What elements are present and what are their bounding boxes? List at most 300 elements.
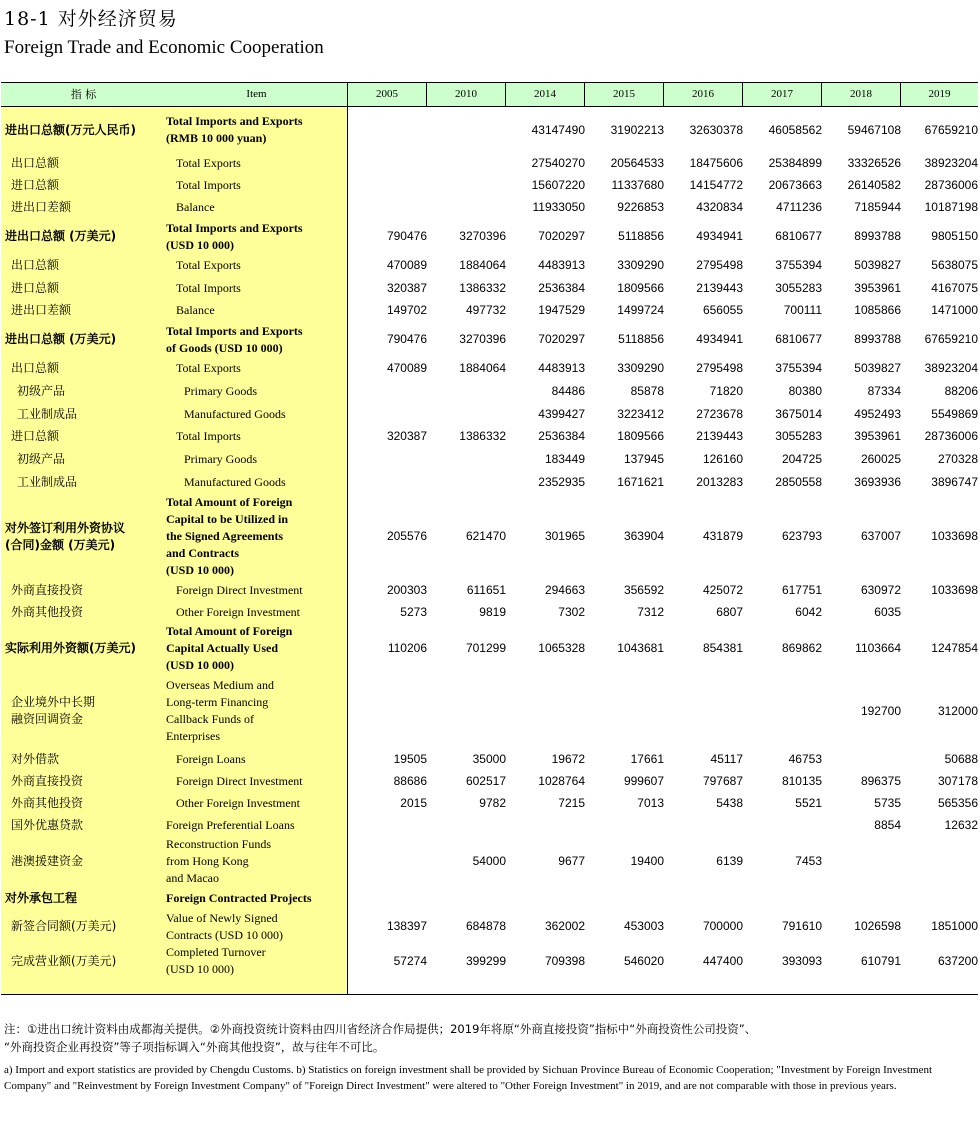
cell-value-2016: 425072 [702, 582, 743, 597]
table-row [1, 403, 978, 425]
row-label-en: Completed Turnover (USD 10 000) [166, 945, 266, 976]
cell-value-2014: 709398 [544, 953, 585, 968]
header-year: 2017 [771, 88, 793, 100]
cell-value-2005 [348, 152, 427, 174]
cell-value-2018: 3953961 [854, 280, 901, 295]
cell-value-2015 [585, 814, 664, 836]
row-label-en: Total Amount of Foreign Capital to be Utilized in the Signed Agreements and Contracts (USD 10 000) [166, 495, 293, 577]
cell-value-2015: 85878 [630, 384, 664, 398]
cell-value-2017 [743, 814, 822, 836]
cell-value-2019 [901, 836, 978, 887]
row-label-en: Manufactured Goods [184, 406, 286, 421]
cell-value-2015: 1043681 [617, 641, 664, 655]
row-label-en: Reconstruction Funds from Hong Kong and Macao [166, 837, 271, 885]
row-label-zh: 工业制成品 [17, 475, 78, 489]
cell-value-2019: 67659210 [924, 122, 978, 137]
row-label-zh: 进口总额 [11, 429, 60, 443]
cell-value-2019: 9805150 [931, 229, 978, 243]
cell-value-2018 [822, 748, 901, 770]
cell-value-2019: 312000 [937, 703, 978, 718]
cell-value-2019: 637200 [937, 953, 978, 968]
cell-value-2014: 4483913 [538, 361, 585, 375]
row-label-zh: 外商直接投资 [11, 582, 84, 597]
cell-value-2018: 4952493 [854, 406, 901, 421]
row-label-zh: 进口总额 [11, 280, 60, 295]
cell-value-2018: 637007 [860, 529, 901, 543]
cell-value-2017 [743, 674, 822, 748]
cell-value-2016: 2723678 [696, 406, 743, 421]
footnote-english: a) Import and export statistics are provided by Chengdu Customs. b) Statistics on foreign investment shall be provided by Sichuan Province Bureau of Economic Cooperation; "Investment by Foreign Investment Company" and "Reinvestment by Foreign Investment Company" of "Foreign Direct Investment" were altered to "Other Foreign Investment" in 2019, and are not comparable with those in previous years. [4, 1064, 933, 1092]
cell-value-2016: 71820 [709, 384, 743, 398]
header-year: 2010 [455, 88, 477, 100]
table-row [1, 219, 978, 254]
cell-value-2014: 7020297 [538, 229, 585, 243]
header-year: 2005 [376, 88, 398, 100]
cell-value-2017: 46753 [788, 751, 822, 766]
cell-value-2019: 10187198 [924, 200, 978, 214]
row-label-zh: 对外承包工程 [5, 890, 78, 905]
cell-value-2014: 301965 [544, 529, 585, 543]
cell-value-2016 [664, 887, 743, 909]
table-row [1, 152, 978, 174]
row-label-zh: 出口总额 [11, 361, 60, 375]
cell-value-2015: 1809566 [617, 280, 664, 295]
row-label-zh: 新签合同额(万美元) [11, 919, 117, 933]
row-label-en: Total Imports [176, 177, 241, 192]
cell-value-2019: 1033698 [931, 529, 978, 543]
cell-value-2015: 7013 [637, 795, 664, 810]
cell-value-2014: 7020297 [538, 332, 585, 346]
cell-value-2019: 67659210 [924, 332, 978, 346]
row-label-en: Foreign Direct Investment [176, 773, 303, 788]
table-row [1, 909, 978, 944]
row-label-en: Total Exports [176, 258, 241, 272]
cell-value-2016: 6807 [716, 604, 743, 619]
cell-value-2016: 431879 [702, 529, 743, 543]
cell-value-2010 [427, 448, 506, 471]
cell-value-2017: 20673663 [768, 177, 822, 192]
cell-value-2005: 320387 [386, 280, 427, 295]
cell-value-2014: 27540270 [531, 155, 585, 170]
cell-value-2019: 1033698 [931, 582, 978, 597]
row-label-en: Foreign Direct Investment [176, 582, 303, 597]
row-label-en: Total Imports and Exports of Goods (USD 10 000) [166, 323, 303, 355]
table-row [1, 357, 978, 380]
row-label-zh: 外商其他投资 [11, 604, 84, 619]
cell-value-2010: 621470 [465, 529, 506, 543]
cell-value-2018 [822, 836, 901, 887]
cell-value-2010 [427, 674, 506, 748]
cell-value-2010 [427, 152, 506, 174]
cell-value-2016: 5438 [716, 795, 743, 810]
cell-value-2014 [506, 814, 585, 836]
cell-value-2018: 3693936 [854, 475, 901, 489]
cell-value-2005: 149702 [386, 303, 427, 317]
cell-value-2015: 5118856 [618, 229, 664, 243]
cell-value-2015: 453003 [623, 919, 664, 933]
cell-value-2017: 5521 [795, 795, 822, 810]
cell-value-2005: 19505 [393, 751, 427, 766]
cell-value-2005 [348, 108, 427, 152]
cell-value-2005 [348, 196, 427, 219]
row-label-en: Manufactured Goods [184, 475, 286, 489]
cell-value-2005: 790476 [386, 229, 427, 243]
cell-value-2018: 260025 [860, 452, 901, 466]
row-label-en: Foreign Contracted Projects [166, 890, 312, 905]
cell-value-2005: 88686 [393, 773, 427, 788]
row-label-en: Total Amount of Foreign Capital Actually Used (USD 10 000) [166, 624, 293, 672]
cell-value-2016: 447400 [702, 953, 743, 968]
cell-value-2010 [427, 380, 506, 403]
row-label-zh: 进出口差额 [11, 303, 72, 317]
cell-value-2018: 8993788 [854, 332, 901, 346]
cell-value-2018: 26140582 [847, 177, 901, 192]
table-row [1, 322, 978, 357]
cell-value-2015: 3223412 [617, 406, 664, 421]
cell-value-2005 [348, 380, 427, 403]
cell-value-2010: 1884064 [459, 258, 506, 272]
table-row [1, 174, 978, 196]
cell-value-2017: 80380 [788, 384, 822, 398]
cell-value-2014: 11933050 [532, 200, 585, 214]
cell-value-2005 [348, 814, 427, 836]
cell-value-2016: 6139 [716, 854, 743, 868]
cell-value-2017: 6810677 [775, 332, 822, 346]
cell-value-2019: 5638075 [931, 258, 978, 272]
cell-value-2014: 7302 [558, 604, 585, 619]
cell-value-2018: 59467108 [847, 122, 901, 137]
table-row [1, 814, 978, 836]
cell-value-2010: 602517 [465, 773, 506, 788]
cell-value-2014: 1065328 [538, 641, 585, 655]
cell-value-2015: 19400 [630, 854, 664, 868]
cell-value-2018: 3953961 [854, 429, 901, 443]
cell-value-2014: 1947529 [538, 303, 585, 317]
cell-value-2017 [743, 887, 822, 909]
cell-value-2015: 1809566 [617, 429, 664, 443]
footnote-chinese: 注：①进出口统计资料由成都海关提供。②外商投资统计资料由四川省经济合作局提供；2019年将原“外商直接投资”指标中“外商投资性公司投资”、 “外商投资企业再投资”等子项指标调入“外商其他投资”，故与往年不可比。 [4, 1022, 757, 1054]
cell-value-2018: 8854 [874, 817, 901, 832]
cell-value-2017: 204725 [781, 452, 822, 466]
cell-value-2017: 3755394 [775, 361, 822, 375]
cell-value-2010 [427, 196, 506, 219]
cell-value-2015: 7312 [637, 604, 664, 619]
cell-value-2010: 684878 [465, 919, 506, 933]
cell-value-2010: 497732 [465, 303, 506, 317]
cell-value-2005 [348, 174, 427, 196]
cell-value-2005 [348, 448, 427, 471]
cell-value-2016: 797687 [702, 773, 743, 788]
page-title-english: Foreign Trade and Economic Cooperation [4, 37, 324, 58]
statistics-table [1, 82, 978, 995]
cell-value-2017: 3755394 [775, 258, 822, 272]
cell-value-2005: 2015 [400, 795, 427, 810]
cell-value-2017: 623793 [781, 529, 822, 543]
cell-value-2017: 7453 [795, 854, 822, 868]
row-label-en: Total Imports [176, 280, 241, 295]
cell-value-2010: 9782 [479, 795, 506, 810]
cell-value-2014: 84486 [551, 384, 585, 398]
row-label-zh: 外商其他投资 [11, 795, 84, 810]
table-body [1, 108, 978, 978]
table-bottom-rule [1, 994, 978, 995]
cell-value-2019: 1851000 [931, 919, 978, 933]
cell-value-2014: 43147490 [531, 122, 585, 137]
row-label-en: Primary Goods [184, 452, 257, 466]
cell-value-2010: 9819 [479, 604, 506, 619]
cell-value-2014: 294663 [544, 582, 585, 597]
cell-value-2018 [822, 887, 901, 909]
cell-value-2005: 470089 [386, 258, 427, 272]
cell-value-2016: 2139443 [696, 280, 743, 295]
cell-value-2016 [664, 814, 743, 836]
table-row [1, 836, 978, 887]
cell-value-2019: 38923204 [924, 155, 978, 170]
cell-value-2015: 546020 [623, 953, 664, 968]
cell-value-2015: 11337680 [611, 177, 664, 192]
cell-value-2016: 45117 [710, 751, 743, 766]
cell-value-2017: 6810677 [775, 229, 822, 243]
cell-value-2018: 192700 [860, 703, 901, 718]
cell-value-2018: 7185944 [854, 200, 901, 214]
page-title-chinese: 18-1 对外经济贸易 [4, 8, 178, 30]
cell-value-2005: 110206 [387, 641, 427, 655]
cell-value-2016: 2795498 [696, 361, 743, 375]
cell-value-2019 [901, 887, 978, 909]
header-year: 2016 [692, 88, 714, 100]
table-header [1, 82, 978, 107]
cell-value-2019: 307178 [937, 773, 978, 788]
cell-value-2014: 2352935 [538, 475, 585, 489]
table-row [1, 944, 978, 978]
cell-value-2018: 1085866 [854, 303, 901, 317]
cell-value-2017: 6042 [795, 604, 822, 619]
cell-value-2015: 3309290 [617, 361, 664, 375]
cell-value-2017: 700111 [783, 303, 822, 317]
cell-value-2018: 630972 [860, 582, 901, 597]
table-row [1, 425, 978, 448]
table-row [1, 887, 978, 909]
table-row [1, 494, 978, 579]
cell-value-2005: 205576 [386, 529, 427, 543]
cell-value-2016: 126160 [702, 452, 743, 466]
cell-value-2019: 28736006 [924, 429, 978, 443]
table-row [1, 623, 978, 674]
cell-value-2014: 183449 [544, 452, 585, 466]
cell-value-2016: 2013283 [696, 475, 743, 489]
cell-value-2005 [348, 836, 427, 887]
cell-value-2005: 57274 [393, 953, 427, 968]
cell-value-2019: 50688 [944, 751, 978, 766]
cell-value-2010 [427, 174, 506, 196]
cell-value-2018: 6035 [874, 604, 901, 619]
cell-value-2017: 3055283 [775, 429, 822, 443]
cell-value-2010: 35000 [472, 751, 506, 766]
cell-value-2010: 1884064 [459, 361, 506, 375]
table-row [1, 196, 978, 219]
cell-value-2015: 20564533 [610, 155, 664, 170]
cell-value-2016: 2139443 [696, 429, 743, 443]
cell-value-2018: 896375 [860, 773, 901, 788]
cell-value-2015: 356592 [623, 582, 664, 597]
cell-value-2015: 1671621 [617, 475, 664, 489]
cell-value-2014 [506, 674, 585, 748]
row-label-zh: 工业制成品 [17, 406, 78, 421]
cell-value-2010 [427, 403, 506, 425]
row-label-zh: 港澳援建资金 [11, 854, 84, 868]
cell-value-2017: 3055283 [775, 280, 822, 295]
row-label-zh: 进口总额 [11, 177, 60, 192]
cell-value-2019: 1247854 [931, 641, 978, 655]
header-item-en: Item [246, 88, 267, 100]
cell-value-2018: 5039827 [854, 361, 901, 375]
cell-value-2010: 3270396 [459, 332, 506, 346]
row-label-en: Foreign Preferential Loans [166, 817, 295, 832]
cell-value-2019: 28736006 [924, 177, 978, 192]
row-label-zh: 出口总额 [11, 258, 60, 272]
row-label-zh: 完成营业额(万美元) [11, 953, 117, 968]
row-label-zh: 国外优惠贷款 [11, 817, 84, 832]
cell-value-2016: 700000 [702, 919, 743, 933]
cell-value-2015: 31902213 [610, 122, 664, 137]
cell-value-2015: 9226853 [617, 200, 664, 214]
cell-value-2019: 38923204 [924, 361, 978, 375]
cell-value-2015: 17661 [630, 751, 664, 766]
cell-value-2010: 399299 [465, 953, 506, 968]
cell-value-2017: 46058562 [768, 122, 822, 137]
cell-value-2016: 4934941 [696, 332, 743, 346]
table-row [1, 579, 978, 601]
row-label-en: Total Imports and Exports (USD 10 000) [166, 220, 303, 252]
row-label-zh: 实际利用外资额(万美元) [5, 641, 136, 655]
cell-value-2019: 5549869 [931, 406, 978, 421]
cell-value-2016: 4934941 [696, 229, 743, 243]
cell-value-2014: 2536384 [538, 280, 585, 295]
row-label-zh: 对外借款 [11, 751, 60, 766]
table-row [1, 448, 978, 471]
cell-value-2016 [664, 674, 743, 748]
cell-value-2010: 1386332 [459, 280, 506, 295]
cell-value-2018: 1103664 [855, 641, 901, 655]
cell-value-2016: 32630378 [689, 122, 743, 137]
cell-value-2017: 4711236 [776, 200, 822, 214]
row-label-zh: 初级产品 [17, 384, 66, 398]
cell-value-2014: 19672 [551, 751, 585, 766]
row-label-zh: 对外签订利用外资协议 (合同)金额 (万美元) [5, 520, 126, 552]
cell-value-2005: 470089 [386, 361, 427, 375]
cell-value-2010: 701299 [465, 641, 506, 655]
table-row [1, 299, 978, 322]
cell-value-2014: 4483913 [538, 258, 585, 272]
cell-value-2017: 393093 [781, 953, 822, 968]
cell-value-2014: 362002 [544, 919, 585, 933]
cell-value-2010 [427, 471, 506, 494]
cell-value-2014: 9677 [558, 854, 585, 868]
cell-value-2014: 15607220 [531, 177, 585, 192]
cell-value-2018: 5735 [874, 795, 901, 810]
row-label-en: Overseas Medium and Long-term Financing Callback Funds of Enterprises [166, 678, 274, 743]
cell-value-2010: 611651 [466, 582, 506, 597]
cell-value-2019: 3896747 [931, 475, 978, 489]
cell-value-2005: 790476 [386, 332, 427, 346]
cell-value-2016: 656055 [702, 303, 743, 317]
cell-value-2014: 2536384 [538, 429, 585, 443]
table-row [1, 108, 978, 152]
cell-value-2005: 200303 [386, 582, 427, 597]
cell-value-2005 [348, 471, 427, 494]
cell-value-2015: 363904 [623, 529, 664, 543]
cell-value-2019: 270328 [937, 452, 978, 466]
cell-value-2015: 999607 [623, 773, 664, 788]
cell-value-2010 [427, 814, 506, 836]
row-label-zh: 出口总额 [11, 155, 60, 170]
cell-value-2015 [585, 674, 664, 748]
cell-value-2019 [901, 601, 978, 623]
row-label-en: Total Exports [176, 155, 241, 170]
cell-value-2005 [348, 674, 427, 748]
cell-value-2005: 5273 [400, 604, 427, 619]
cell-value-2005: 320387 [386, 429, 427, 443]
cell-value-2017: 25384899 [768, 155, 822, 170]
cell-value-2017: 810135 [781, 773, 822, 788]
table-row [1, 748, 978, 770]
cell-value-2018: 33326526 [847, 155, 901, 170]
cell-value-2017: 3675014 [775, 406, 822, 421]
cell-value-2017: 791610 [781, 919, 822, 933]
cell-value-2015: 5118856 [618, 332, 664, 346]
cell-value-2005 [348, 403, 427, 425]
row-label-en: Balance [176, 200, 215, 214]
row-label-en: Total Exports [176, 361, 241, 375]
row-label-zh: 进出口总额(万元人民币) [5, 122, 136, 137]
cell-value-2015: 1499724 [617, 303, 664, 317]
header-year: 2018 [850, 88, 872, 100]
cell-value-2018: 610791 [860, 953, 901, 968]
row-label-zh: 企业境外中长期 融资回调资金 [11, 695, 96, 726]
cell-value-2014: 7215 [558, 795, 585, 810]
table-row [1, 601, 978, 623]
cell-value-2018: 8993788 [854, 229, 901, 243]
cell-value-2005: 138397 [386, 919, 427, 933]
row-label-zh: 初级产品 [17, 452, 66, 466]
row-label-en: Total Imports and Exports (RMB 10 000 yuan) [166, 114, 303, 145]
table-row [1, 277, 978, 299]
table-row [1, 770, 978, 792]
header-year: 2019 [928, 88, 951, 100]
cell-value-2005 [348, 887, 427, 909]
cell-value-2019: 12632 [944, 817, 978, 832]
cell-value-2010 [427, 887, 506, 909]
table-row [1, 471, 978, 494]
cell-value-2019: 4167075 [931, 280, 978, 295]
cell-value-2010: 3270396 [459, 229, 506, 243]
table-row [1, 674, 978, 748]
row-label-en: Other Foreign Investment [176, 604, 300, 619]
cell-value-2016: 18475606 [689, 155, 743, 170]
header-year: 2015 [613, 88, 635, 100]
row-label-zh: 进出口总额 (万美元) [5, 229, 117, 243]
cell-value-2016: 14154772 [689, 177, 743, 192]
row-label-en: Total Imports [176, 429, 241, 443]
cell-value-2016: 2795498 [696, 258, 743, 272]
header-item-zh: 指 标 [70, 88, 97, 101]
cell-value-2019: 1471000 [931, 303, 978, 317]
cell-value-2017: 2850558 [775, 475, 822, 489]
cell-value-2010 [427, 108, 506, 152]
table-row [1, 380, 978, 403]
cell-value-2015: 3309290 [617, 258, 664, 272]
cell-value-2016: 4320834 [696, 200, 743, 214]
